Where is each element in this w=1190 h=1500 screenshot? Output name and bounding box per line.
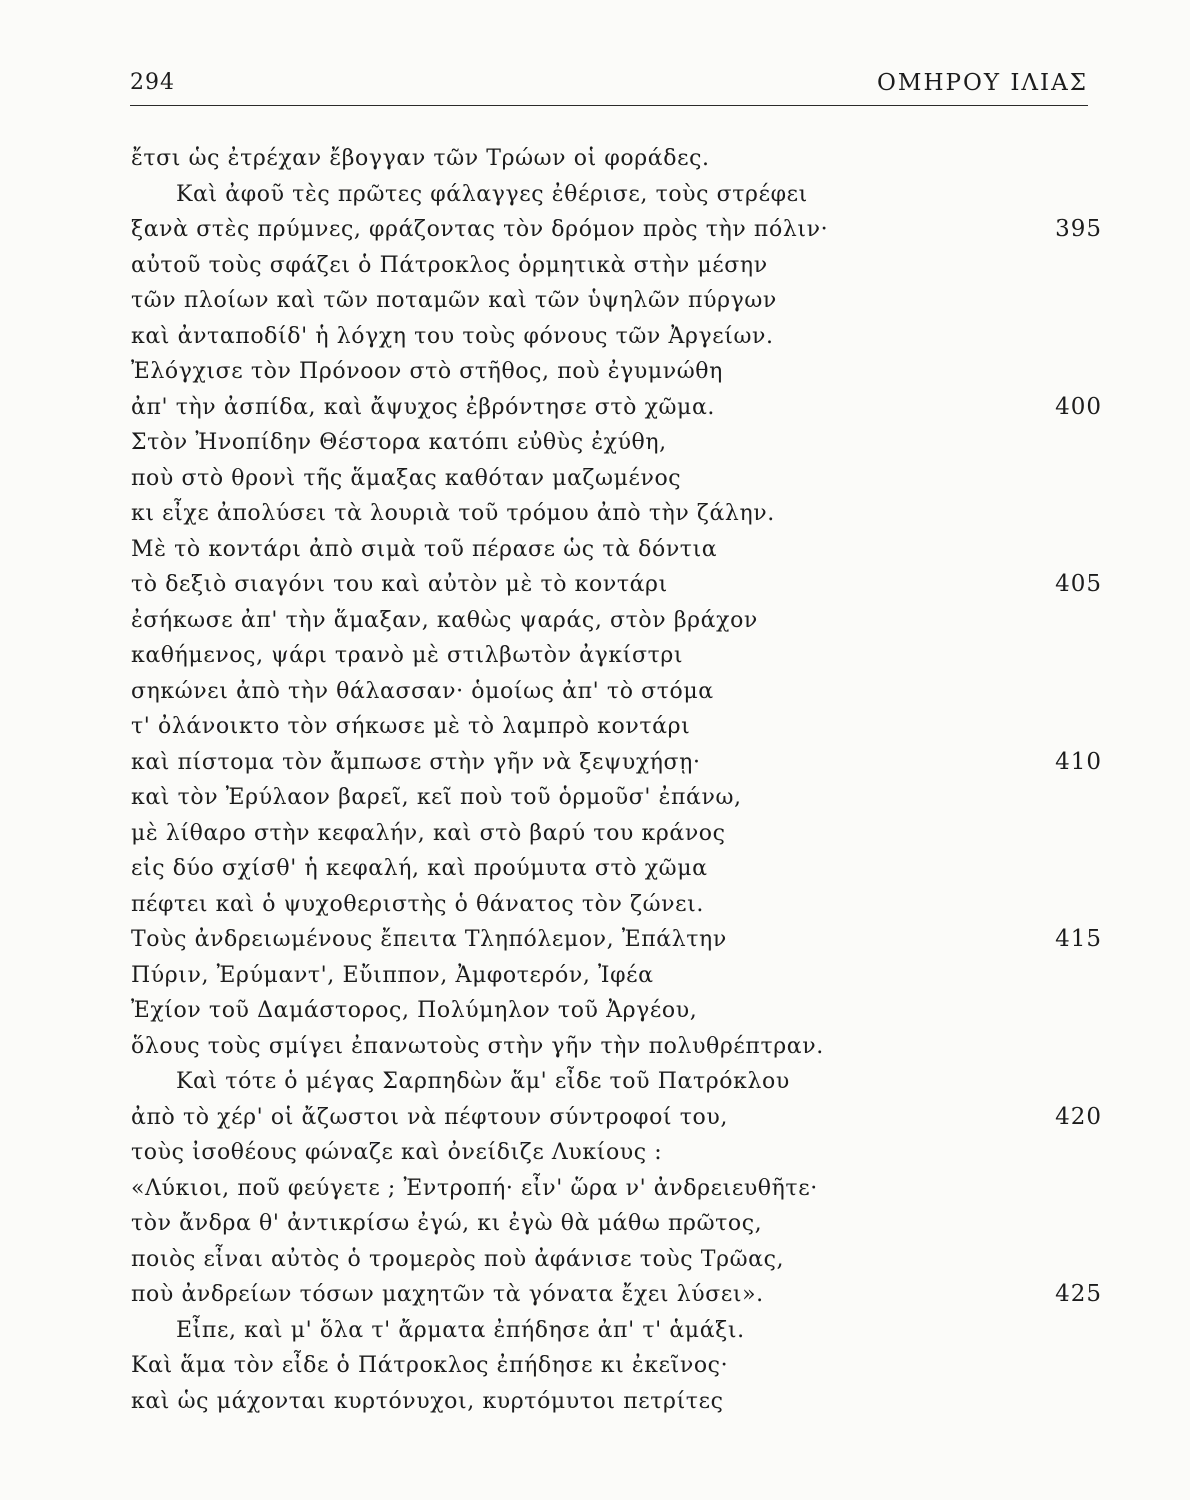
verse-line-text: τοὺς ἰσοθέους φώναζε καὶ ὀνείδιζε Λυκίους : [131, 1140, 663, 1165]
page-number: 294 [130, 70, 175, 95]
verse-line [0, 354, 1190, 390]
verse-line-text: σηκώνει ἀπὸ τὴν θάλασσαν· ὁμοίως ἀπ' τὸ στόμα [131, 678, 714, 704]
verse-line [0, 461, 1190, 497]
verse-line-text: καὶ τὸν Ἐρύλαον βαρεῖ, κεῖ ποὺ τοῦ ὁρμοῦσ' ἐπάνω, [131, 785, 742, 810]
verse-line [0, 709, 1190, 745]
verse-line-text: ὅλους τοὺς σμίγει ἐπανωτοὺς στὴν γῆν τὴν πολυθρέπτραν. [131, 1033, 824, 1059]
verse-text-block [0, 141, 1190, 1419]
verse-line-text: κι εἶχε ἀπολύσει τὰ λουριὰ τοῦ τρόμου ἀπὸ τὴν ζάλην. [131, 501, 775, 526]
verse-line [0, 1206, 1190, 1242]
verse-line [0, 958, 1190, 994]
verse-line [0, 177, 1190, 213]
line-number: 405 [1055, 571, 1102, 597]
verse-line-text: ποιὸς εἶναι αὐτὸς ὁ τρομερὸς ποὺ ἀφάνισε τοὺς Τρῶας, [131, 1246, 785, 1272]
verse-line [0, 1242, 1190, 1278]
verse-line [0, 425, 1190, 461]
verse-line [0, 319, 1190, 355]
verse-line-text: πέφτει καὶ ὁ ψυχοθεριστὴς ὁ θάνατος τὸν ζώνει. [131, 891, 704, 917]
verse-line-text: Στὸν Ἠνοπίδην Θέστορα κατόπι εὐθὺς ἐχύθη, [131, 430, 667, 455]
verse-line [0, 1064, 1190, 1100]
verse-line-text: μὲ λίθαρο στὴν κεφαλήν, καὶ στὸ βαρύ του κράνος [131, 820, 726, 846]
verse-line-text: ποὺ στὸ θρονὶ τῆς ἅμαξας καθόταν μαζωμένος [131, 465, 682, 491]
verse-line-text: Καὶ ἀφοῦ τὲς πρῶτες φάλαγγες ἐθέρισε, τοὺς στρέφει [176, 181, 808, 207]
verse-line-text: τῶν πλοίων καὶ τῶν ποταμῶν καὶ τῶν ὑψηλῶν πύργων [131, 288, 777, 313]
verse-line-text: Καὶ ἅμα τὸν εἶδε ὁ Πάτροκλος ἐπήδησε κι ἐκεῖνος· [131, 1353, 729, 1378]
verse-line-text: ποὺ ἀνδρείων τόσων μαχητῶν τὰ γόνατα ἔχει λύσει». [131, 1282, 764, 1307]
verse-line [0, 887, 1190, 923]
verse-line-text: ἀπὸ τὸ χέρ' οἱ ἄζωστοι νὰ πέφτουν σύντροφοί του, [131, 1104, 728, 1130]
verse-line [0, 1100, 1190, 1136]
verse-line-text: ξανὰ στὲς πρύμνες, φράζοντας τὸν δρόμον πρὸς τὴν πόλιν· [131, 217, 829, 242]
line-number: 425 [1055, 1281, 1102, 1307]
line-number: 420 [1055, 1103, 1102, 1130]
verse-line [0, 532, 1190, 568]
line-number: 395 [1055, 216, 1102, 242]
verse-line-text: καθήμενος, ψάρι τρανὸ μὲ στιλβωτὸν ἀγκίστρι [131, 643, 684, 668]
line-number: 400 [1055, 393, 1102, 420]
verse-line [0, 603, 1190, 639]
verse-line [0, 1313, 1190, 1349]
verse-line [0, 212, 1190, 248]
verse-line [0, 283, 1190, 319]
verse-line-text: αὐτοῦ τοὺς σφάζει ὁ Πάτροκλος ὁρμητικὰ στὴν μέσην [131, 252, 768, 278]
verse-line [0, 248, 1190, 284]
verse-line-text: τὸν ἄνδρα θ' ἀντικρίσω ἐγώ, κι ἐγὼ θὰ μάθω πρῶτος, [131, 1211, 763, 1236]
verse-line [0, 780, 1190, 816]
verse-line-text: Ἐχίον τοῦ Δαμάστορος, Πολύμηλον τοῦ Ἀργέου, [131, 998, 698, 1023]
verse-line-text: «Λύκιοι, ποῦ φεύγετε ; Ἐντροπή· εἶν' ὥρα ν' ἀνδρειευθῆτε· [131, 1175, 818, 1201]
verse-line [0, 993, 1190, 1029]
verse-line-text: καὶ πίστομα τὸν ἄμπωσε στὴν γῆν νὰ ξεψυχήσῃ· [131, 749, 701, 775]
verse-line-text: Εἶπε, καὶ μ' ὅλα τ' ἄρματα ἐπήδησε ἀπ' τ' ἁμάξι. [176, 1317, 745, 1343]
verse-line-text: Πύριν, Ἐρύμαντ', Εὔιππον, Ἀμφοτερόν, Ἰφέα [131, 962, 654, 988]
verse-line [0, 141, 1190, 177]
verse-line [0, 745, 1190, 781]
verse-line-text: καὶ ἀνταποδίδ' ἡ λόγχη του τοὺς φόνους τῶν Ἀργείων. [131, 323, 774, 349]
header-rule [130, 105, 1088, 106]
verse-line-text: τ' ὀλάνοικτο τὸν σήκωσε μὲ τὸ λαμπρὸ κοντάρι [131, 714, 691, 739]
running-title: ΟΜΗΡΟΥ ΙΛΙΑΣ [877, 70, 1088, 96]
verse-line-text: τὸ δεξιὸ σιαγόνι του καὶ αὐτὸν μὲ τὸ κοντάρι [131, 572, 668, 597]
verse-line-text: Τοὺς ἀνδρειωμένους ἔπειτα Τληπόλεμον, Ἐπάλτην [131, 927, 727, 952]
verse-line [0, 1171, 1190, 1207]
verse-line [0, 638, 1190, 674]
verse-line [0, 390, 1190, 426]
verse-line [0, 567, 1190, 603]
verse-line [0, 1135, 1190, 1171]
verse-line-text: Καὶ τότε ὁ μέγας Σαρπηδὼν ἅμ' εἶδε τοῦ Πατρόκλου [176, 1069, 790, 1094]
verse-line [0, 1384, 1190, 1420]
verse-line-text: ἀπ' τὴν ἀσπίδα, καὶ ἄψυχος ἐβρόντησε στὸ χῶμα. [131, 394, 716, 420]
verse-line-text: Ἐλόγχισε τὸν Πρόνοον στὸ στῆθος, ποὺ ἐγυμνώθη [131, 359, 723, 384]
verse-line [0, 496, 1190, 532]
page-header [130, 70, 1088, 106]
verse-line [0, 1029, 1190, 1065]
verse-line [0, 851, 1190, 887]
verse-line [0, 1348, 1190, 1384]
verse-line-text: καὶ ὡς μάχονται κυρτόνυχοι, κυρτόμυτοι πετρίτες [131, 1388, 724, 1414]
verse-line [0, 1277, 1190, 1313]
verse-line [0, 674, 1190, 710]
verse-line [0, 816, 1190, 852]
verse-line-text: ἔτσι ὡς ἐτρέχαν ἔβογγαν τῶν Τρώων οἱ φοράδες. [131, 146, 710, 171]
verse-line-text: εἰς δύο σχίσθ' ἡ κεφαλή, καὶ προύμυτα στὸ χῶμα [131, 856, 708, 881]
verse-line-text: Μὲ τὸ κοντάρι ἀπὸ σιμὰ τοῦ πέρασε ὡς τὰ δόντια [131, 536, 718, 562]
verse-line [0, 922, 1190, 958]
line-number: 415 [1055, 926, 1102, 952]
verse-line-text: ἐσήκωσε ἀπ' τὴν ἅμαξαν, καθὼς ψαράς, στὸν βράχον [131, 607, 758, 633]
line-number: 410 [1055, 748, 1102, 775]
